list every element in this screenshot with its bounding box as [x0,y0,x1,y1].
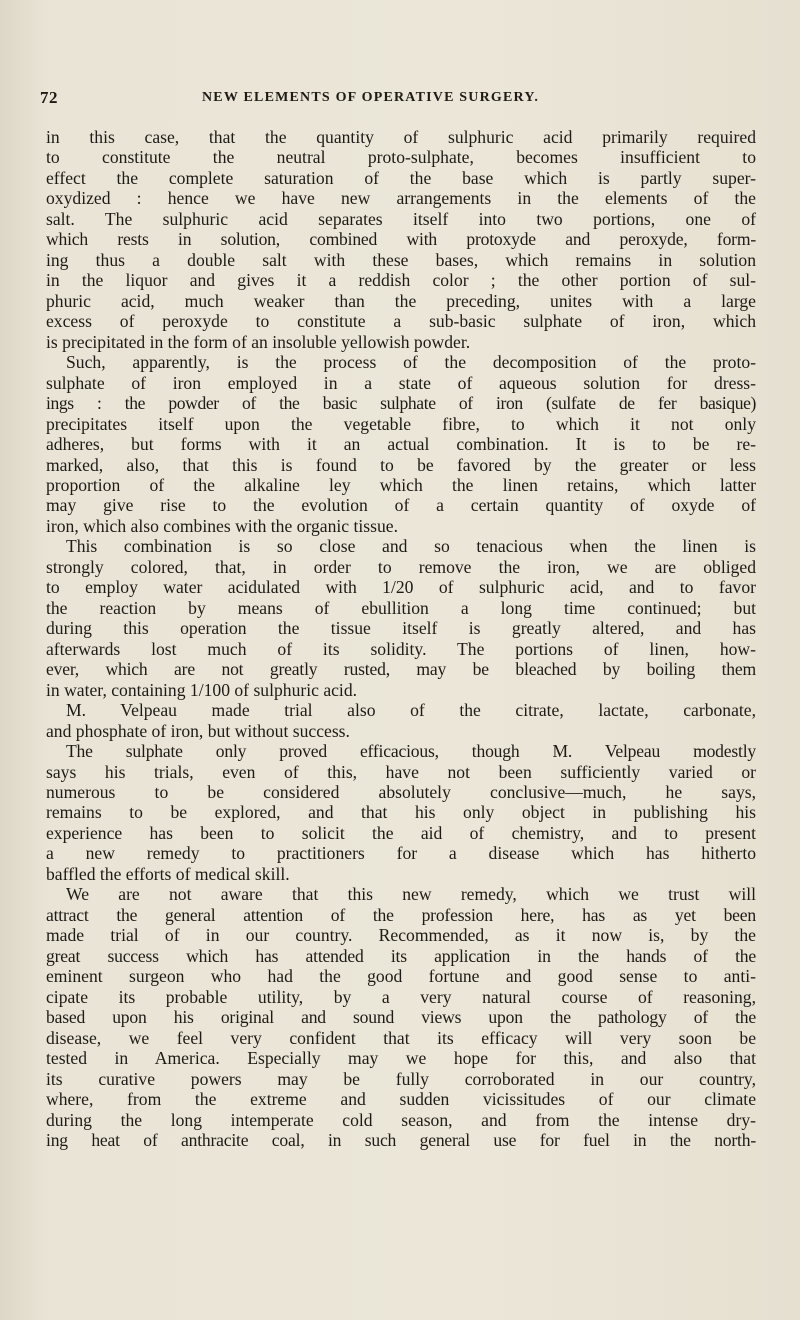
text-line: afterwards lost much of its solidity. The portions of linen, how- [46,638,756,659]
text-line: which rests in solution, combined with protoxyde and peroxyde, form- [46,229,756,250]
text-line: is precipitated in the form of an insoluble yellowish powder. [46,331,471,352]
text-line: and phosphate of iron, but without success. [46,720,350,741]
text-line: a new remedy to practitioners for a disease which has hitherto [46,843,756,864]
body-text [46,127,756,1150]
text-line: salt. The sulphuric acid separates itself into two portions, one of [46,208,756,229]
text-line: disease, we feel very confident that its efficacy will very soon be [46,1027,756,1048]
text-line: ing thus a double salt with these bases, which remains in solution [46,249,756,270]
text-line: cipate its probable utility, by a very natural course of reasoning, [46,986,756,1007]
text-line: oxydized : hence we have new arrangements in the elements of the [46,188,756,209]
text-line: ing heat of anthracite coal, in such general use for fuel in the north- [46,1129,756,1150]
text-line: to constitute the neutral proto-sulphate, becomes insufficient to [46,147,756,168]
text-line: says his trials, even of this, have not been sufficiently varied or [46,761,756,782]
text-line: excess of peroxyde to constitute a sub-basic sulphate of iron, which [46,311,756,332]
text-line: in this case, that the quantity of sulphuric acid primarily required [46,127,756,147]
text-line: baffled the efforts of medical skill. [46,863,290,884]
text-line: to employ water acidulated with 1/20 of sulphuric acid, and to favor [46,577,756,598]
text-line: Such, apparently, is the process of the decomposition of the proto- [66,352,756,373]
text-line: numerous to be considered absolutely conclusive—much, he says, [46,782,756,802]
text-line: phuric acid, much weaker than the preceding, unites with a large [46,290,756,311]
text-line: ings : the powder of the basic sulphate of iron (sulfate de fer basique) [46,393,756,414]
text-line: marked, also, that this is found to be favored by the greater or less [46,454,756,475]
text-line: based upon his original and sound views upon the pathology of the [46,1007,756,1028]
text-line: strongly colored, that, in order to remove the iron, we are obliged [46,556,756,577]
text-line: proportion of the alkaline ley which the linen retains, which latter [46,474,756,495]
running-head: NEW ELEMENTS OF OPERATIVE SURGERY. [202,90,540,105]
text-line: iron, which also combines with the organic tissue. [46,515,398,536]
text-line: effect the complete saturation of the base which is partly super- [46,167,756,188]
text-line: in water, containing 1/100 of sulphuric acid. [46,679,358,700]
text-line: may give rise to the evolution of a certain quantity of oxyde of [46,495,756,516]
text-line: made trial of in our country. Recommended, as it now is, by the [46,925,756,946]
page-header [40,88,760,110]
text-line: great success which has attended its application in the hands of the [46,945,756,966]
text-line: attract the general attention of the profession here, has as yet been [46,904,756,925]
text-line: tested in America. Especially may we hope for this, and also that [46,1048,756,1069]
text-line: M. Velpeau made trial also of the citrate, lactate, carbonate, [66,700,756,721]
text-line: in the liquor and gives it a reddish color ; the other portion of sul- [46,270,756,291]
text-line: ever, which are not greatly rusted, may be bleached by boiling them [46,659,756,680]
text-line: where, from the extreme and sudden vicissitudes of our climate [46,1089,756,1110]
page-number: 72 [40,88,58,107]
text-line: the reaction by means of ebullition a long time continued; but [46,597,756,618]
text-line: during this operation the tissue itself is greatly altered, and has [46,618,756,639]
text-line: its curative powers may be fully corroborated in our country, [46,1068,756,1089]
text-line: adheres, but forms with it an actual combination. It is to be re- [46,434,756,455]
text-line: precipitates itself upon the vegetable fibre, to which it not only [46,413,756,434]
text-line: eminent surgeon who had the good fortune and good sense to anti- [46,966,756,987]
text-line: during the long intemperate cold season, and from the intense dry- [46,1109,756,1130]
text-line: This combination is so close and so tenacious when the linen is [66,536,756,557]
text-line: sulphate of iron employed in a state of aqueous solution for dress- [46,372,756,393]
text-line: remains to be explored, and that his only object in publishing his [46,802,756,823]
text-line: The sulphate only proved efficacious, though M. Velpeau modestly [66,741,756,762]
text-line: We are not aware that this new remedy, which we trust will [66,884,756,905]
text-line: experience has been to solicit the aid of chemistry, and to present [46,822,756,843]
